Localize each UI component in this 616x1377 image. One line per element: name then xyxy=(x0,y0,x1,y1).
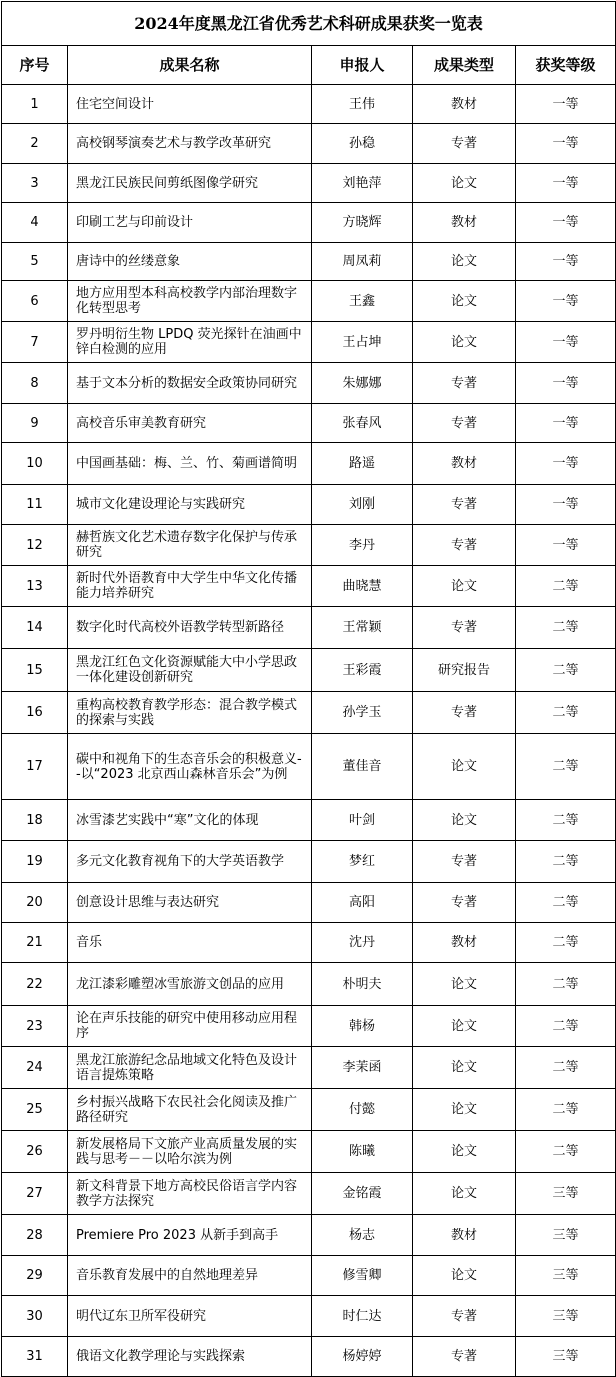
cell-applicant: 沈丹 xyxy=(312,923,413,963)
cell-level: 一等 xyxy=(516,281,616,322)
table-row xyxy=(2,1337,616,1377)
cell-serial: 5 xyxy=(2,243,68,281)
cell-applicant: 朱娜娜 xyxy=(312,363,413,404)
cell-applicant: 孙学玉 xyxy=(312,692,413,734)
cell-type: 教材 xyxy=(413,443,516,485)
table-row xyxy=(2,281,616,322)
cell-level: 二等 xyxy=(516,883,616,923)
cell-name: Premiere Pro 2023 从新手到高手 xyxy=(68,1215,312,1256)
cell-type: 教材 xyxy=(413,85,516,124)
cell-name: 论在声乐技能的研究中使用移动应用程序 xyxy=(68,1006,312,1047)
cell-serial: 6 xyxy=(2,281,68,322)
cell-applicant: 李茉函 xyxy=(312,1047,413,1089)
cell-level: 一等 xyxy=(516,124,616,164)
cell-level: 二等 xyxy=(516,963,616,1006)
cell-applicant: 刘艳萍 xyxy=(312,164,413,203)
cell-level: 三等 xyxy=(516,1215,616,1256)
cell-level: 二等 xyxy=(516,734,616,800)
cell-name: 音乐教育发展中的自然地理差异 xyxy=(68,1256,312,1296)
table-row xyxy=(2,443,616,485)
cell-type: 专著 xyxy=(413,525,516,566)
cell-type: 教材 xyxy=(413,1215,516,1256)
cell-type: 论文 xyxy=(413,566,516,607)
cell-serial: 2 xyxy=(2,124,68,164)
header-level: 获奖等级 xyxy=(516,46,616,85)
cell-serial: 7 xyxy=(2,322,68,363)
cell-name: 碳中和视角下的生态音乐会的积极意义--以“2023 北京西山森林音乐会”为例 xyxy=(68,734,312,800)
header-type: 成果类型 xyxy=(413,46,516,85)
cell-type: 论文 xyxy=(413,164,516,203)
cell-level: 二等 xyxy=(516,841,616,883)
cell-name: 黑龙江红色文化资源赋能大中小学思政一体化建设创新研究 xyxy=(68,649,312,692)
cell-type: 论文 xyxy=(413,800,516,841)
cell-applicant: 王占坤 xyxy=(312,322,413,363)
cell-serial: 11 xyxy=(2,485,68,525)
cell-level: 二等 xyxy=(516,800,616,841)
table-row xyxy=(2,1006,616,1047)
cell-level: 二等 xyxy=(516,1089,616,1131)
cell-serial: 13 xyxy=(2,566,68,607)
table-row xyxy=(2,525,616,566)
cell-serial: 1 xyxy=(2,85,68,124)
cell-type: 专著 xyxy=(413,363,516,404)
cell-serial: 17 xyxy=(2,734,68,800)
cell-level: 三等 xyxy=(516,1256,616,1296)
cell-applicant: 方晓辉 xyxy=(312,203,413,243)
table-row xyxy=(2,322,616,363)
cell-name: 罗丹明衍生物 LPDQ 荧光探针在油画中锌白检测的应用 xyxy=(68,322,312,363)
cell-applicant: 高阳 xyxy=(312,883,413,923)
table-body xyxy=(2,85,616,1377)
cell-applicant: 付懿 xyxy=(312,1089,413,1131)
cell-applicant: 杨婷婷 xyxy=(312,1337,413,1377)
cell-name: 明代辽东卫所军役研究 xyxy=(68,1296,312,1337)
cell-type: 论文 xyxy=(413,322,516,363)
cell-name: 唐诗中的丝缕意象 xyxy=(68,243,312,281)
table-row xyxy=(2,124,616,164)
award-table xyxy=(1,1,616,1377)
cell-name: 数字化时代高校外语教学转型新路径 xyxy=(68,607,312,649)
cell-serial: 16 xyxy=(2,692,68,734)
cell-name: 音乐 xyxy=(68,923,312,963)
table-title: 2024年度黑龙江省优秀艺术科研成果获奖一览表 xyxy=(2,2,616,46)
cell-applicant: 李丹 xyxy=(312,525,413,566)
table-row xyxy=(2,649,616,692)
cell-applicant: 朴明夫 xyxy=(312,963,413,1006)
award-list-sheet xyxy=(1,1,615,1374)
table-row xyxy=(2,164,616,203)
cell-type: 教材 xyxy=(413,203,516,243)
cell-name: 乡村振兴战略下农民社会化阅读及推广路径研究 xyxy=(68,1089,312,1131)
table-row xyxy=(2,85,616,124)
cell-type: 论文 xyxy=(413,281,516,322)
cell-level: 三等 xyxy=(516,1337,616,1377)
cell-name: 多元文化教育视角下的大学英语教学 xyxy=(68,841,312,883)
cell-serial: 18 xyxy=(2,800,68,841)
cell-name: 赫哲族文化艺术遗存数字化保护与传承研究 xyxy=(68,525,312,566)
cell-level: 一等 xyxy=(516,363,616,404)
cell-type: 专著 xyxy=(413,124,516,164)
cell-serial: 4 xyxy=(2,203,68,243)
cell-applicant: 张春风 xyxy=(312,404,413,443)
cell-applicant: 梦红 xyxy=(312,841,413,883)
cell-name: 冰雪漆艺实践中“寒”文化的体现 xyxy=(68,800,312,841)
cell-level: 一等 xyxy=(516,525,616,566)
cell-applicant: 王伟 xyxy=(312,85,413,124)
table-row xyxy=(2,1256,616,1296)
cell-applicant: 叶剑 xyxy=(312,800,413,841)
cell-type: 论文 xyxy=(413,243,516,281)
cell-serial: 12 xyxy=(2,525,68,566)
cell-name: 黑龙江旅游纪念品地域文化特色及设计语言提炼策略 xyxy=(68,1047,312,1089)
cell-applicant: 董佳音 xyxy=(312,734,413,800)
cell-type: 论文 xyxy=(413,1006,516,1047)
cell-applicant: 王常颖 xyxy=(312,607,413,649)
table-row xyxy=(2,883,616,923)
table-row xyxy=(2,923,616,963)
cell-applicant: 陈曦 xyxy=(312,1131,413,1173)
cell-name: 黑龙江民族民间剪纸图像学研究 xyxy=(68,164,312,203)
table-row xyxy=(2,963,616,1006)
header-row xyxy=(2,46,616,85)
table-row xyxy=(2,1215,616,1256)
cell-applicant: 韩杨 xyxy=(312,1006,413,1047)
cell-type: 专著 xyxy=(413,841,516,883)
cell-type: 专著 xyxy=(413,1296,516,1337)
cell-serial: 31 xyxy=(2,1337,68,1377)
cell-name: 中国画基础：梅、兰、竹、菊画谱简明 xyxy=(68,443,312,485)
cell-name: 新发展格局下文旅产业高质量发展的实践与思考－－以哈尔滨为例 xyxy=(68,1131,312,1173)
cell-serial: 19 xyxy=(2,841,68,883)
cell-applicant: 王彩霞 xyxy=(312,649,413,692)
cell-level: 二等 xyxy=(516,649,616,692)
cell-type: 专著 xyxy=(413,404,516,443)
cell-serial: 8 xyxy=(2,363,68,404)
table-row xyxy=(2,1089,616,1131)
table-row xyxy=(2,841,616,883)
table-row xyxy=(2,692,616,734)
table-row xyxy=(2,243,616,281)
cell-name: 重构高校教育教学形态：混合教学模式的探索与实践 xyxy=(68,692,312,734)
cell-type: 论文 xyxy=(413,734,516,800)
cell-serial: 15 xyxy=(2,649,68,692)
cell-name: 新时代外语教育中大学生中华文化传播能力培养研究 xyxy=(68,566,312,607)
header-serial: 序号 xyxy=(2,46,68,85)
cell-type: 专著 xyxy=(413,883,516,923)
cell-serial: 28 xyxy=(2,1215,68,1256)
cell-level: 一等 xyxy=(516,203,616,243)
table-row xyxy=(2,203,616,243)
cell-level: 二等 xyxy=(516,1006,616,1047)
table-row xyxy=(2,607,616,649)
cell-applicant: 周凤莉 xyxy=(312,243,413,281)
cell-serial: 24 xyxy=(2,1047,68,1089)
cell-name: 城市文化建设理论与实践研究 xyxy=(68,485,312,525)
cell-type: 论文 xyxy=(413,963,516,1006)
cell-type: 论文 xyxy=(413,1089,516,1131)
cell-level: 一等 xyxy=(516,443,616,485)
cell-name: 创意设计思维与表达研究 xyxy=(68,883,312,923)
cell-type: 研究报告 xyxy=(413,649,516,692)
cell-name: 俄语文化教学理论与实践探索 xyxy=(68,1337,312,1377)
table-row xyxy=(2,1131,616,1173)
cell-level: 二等 xyxy=(516,692,616,734)
cell-level: 二等 xyxy=(516,1131,616,1173)
cell-applicant: 修雪卿 xyxy=(312,1256,413,1296)
table-row xyxy=(2,1173,616,1215)
cell-applicant: 王鑫 xyxy=(312,281,413,322)
cell-level: 二等 xyxy=(516,607,616,649)
cell-name: 龙江漆彩雕塑冰雪旅游文创品的应用 xyxy=(68,963,312,1006)
cell-serial: 26 xyxy=(2,1131,68,1173)
cell-applicant: 曲晓慧 xyxy=(312,566,413,607)
cell-type: 论文 xyxy=(413,1173,516,1215)
cell-name: 住宅空间设计 xyxy=(68,85,312,124)
cell-serial: 27 xyxy=(2,1173,68,1215)
cell-applicant: 路遥 xyxy=(312,443,413,485)
cell-type: 专著 xyxy=(413,607,516,649)
cell-level: 三等 xyxy=(516,1173,616,1215)
cell-type: 论文 xyxy=(413,1256,516,1296)
table-row xyxy=(2,485,616,525)
cell-level: 一等 xyxy=(516,164,616,203)
cell-name: 高校钢琴演奏艺术与教学改革研究 xyxy=(68,124,312,164)
cell-name: 基于文本分析的数据安全政策协同研究 xyxy=(68,363,312,404)
cell-type: 专著 xyxy=(413,1337,516,1377)
cell-level: 一等 xyxy=(516,485,616,525)
cell-type: 教材 xyxy=(413,923,516,963)
cell-level: 二等 xyxy=(516,1047,616,1089)
cell-level: 二等 xyxy=(516,566,616,607)
cell-level: 一等 xyxy=(516,85,616,124)
table-row xyxy=(2,566,616,607)
cell-name: 新文科背景下地方高校民俗语言学内容教学方法探究 xyxy=(68,1173,312,1215)
cell-serial: 25 xyxy=(2,1089,68,1131)
cell-level: 三等 xyxy=(516,1296,616,1337)
cell-serial: 30 xyxy=(2,1296,68,1337)
cell-serial: 23 xyxy=(2,1006,68,1047)
table-row xyxy=(2,734,616,800)
cell-name: 地方应用型本科高校教学内部治理数字化转型思考 xyxy=(68,281,312,322)
header-applicant: 申报人 xyxy=(312,46,413,85)
table-row xyxy=(2,1296,616,1337)
cell-serial: 29 xyxy=(2,1256,68,1296)
table-row xyxy=(2,800,616,841)
cell-level: 一等 xyxy=(516,322,616,363)
cell-applicant: 杨志 xyxy=(312,1215,413,1256)
cell-serial: 3 xyxy=(2,164,68,203)
cell-type: 论文 xyxy=(413,1047,516,1089)
header-name: 成果名称 xyxy=(68,46,312,85)
cell-applicant: 时仁达 xyxy=(312,1296,413,1337)
cell-serial: 20 xyxy=(2,883,68,923)
cell-type: 专著 xyxy=(413,692,516,734)
cell-serial: 9 xyxy=(2,404,68,443)
cell-applicant: 孙稳 xyxy=(312,124,413,164)
cell-level: 二等 xyxy=(516,923,616,963)
table-row xyxy=(2,1047,616,1089)
cell-serial: 21 xyxy=(2,923,68,963)
table-row xyxy=(2,404,616,443)
cell-name: 印刷工艺与印前设计 xyxy=(68,203,312,243)
cell-type: 专著 xyxy=(413,485,516,525)
cell-applicant: 金铭霞 xyxy=(312,1173,413,1215)
cell-serial: 22 xyxy=(2,963,68,1006)
cell-applicant: 刘刚 xyxy=(312,485,413,525)
cell-serial: 14 xyxy=(2,607,68,649)
cell-level: 一等 xyxy=(516,404,616,443)
cell-type: 论文 xyxy=(413,1131,516,1173)
cell-level: 一等 xyxy=(516,243,616,281)
cell-serial: 10 xyxy=(2,443,68,485)
cell-name: 高校音乐审美教育研究 xyxy=(68,404,312,443)
table-row xyxy=(2,363,616,404)
